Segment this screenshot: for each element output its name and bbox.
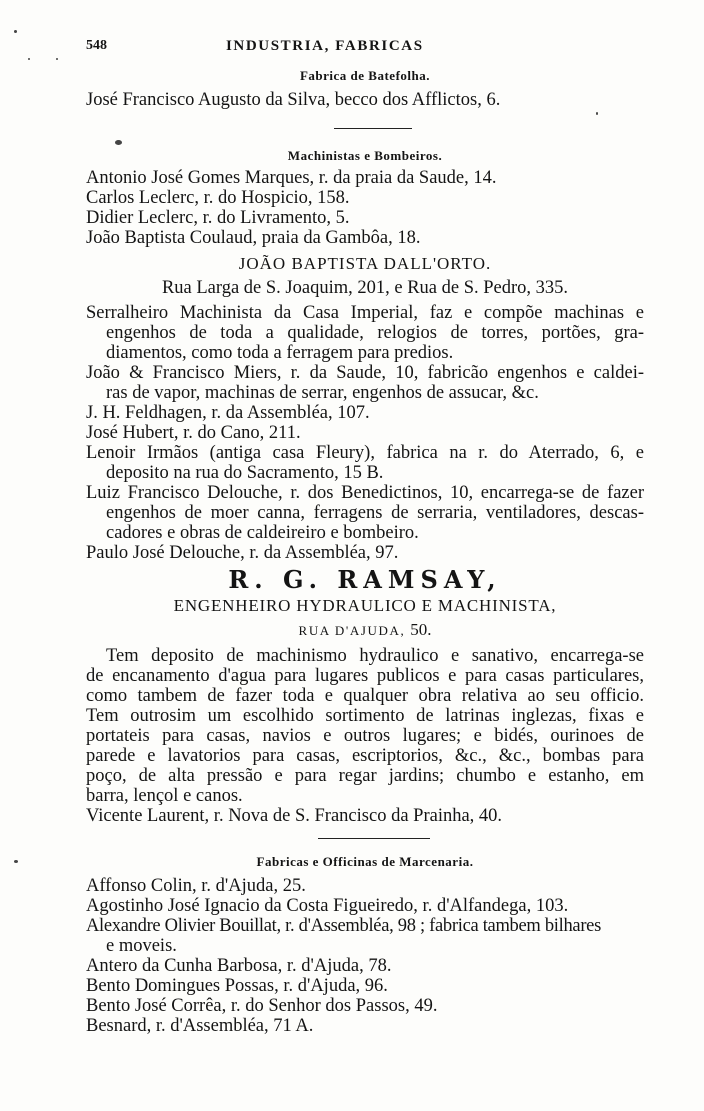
entry-continuation: cadores e obras de caldeireiro e bombeiro. bbox=[106, 523, 419, 543]
ink-speck bbox=[115, 140, 122, 145]
dallorto-address: Rua Larga de S. Joaquim, 201, e Rua de S. Pedro, 335. bbox=[161, 278, 569, 298]
entry-line: Bento Domingues Possas, r. d'Ajuda, 96. bbox=[86, 976, 388, 996]
entry-line: José Francisco Augusto da Silva, becco dos Afflictos, 6. bbox=[86, 90, 501, 110]
section-title-machinistas: Machinistas e Bombeiros. bbox=[287, 148, 443, 163]
paragraph-line: portateis para casas, navios e outros lugares; e bidés, ourinoes de bbox=[86, 726, 644, 746]
entry-continuation: deposito na rua do Sacramento, 15 B. bbox=[106, 463, 384, 483]
ramsay-street bbox=[80, 620, 650, 641]
page-number: 548 bbox=[86, 38, 107, 53]
entry-continuation: engenhos de moer canna, ferragens de serraria, ventiladores, descas- bbox=[106, 503, 644, 523]
entry-continuation: e moveis. bbox=[106, 936, 177, 956]
entry-line: Paulo José Delouche, r. da Assembléa, 97. bbox=[86, 543, 399, 563]
entry-continuation: diamentos, como toda a ferragem para predios. bbox=[106, 343, 454, 363]
paragraph-line: Tem deposito de machinismo hydraulico e sanativo, encarrega-se bbox=[106, 646, 644, 666]
ramsay-street-name: RUA D'AJUDA, bbox=[298, 623, 406, 638]
ink-speck bbox=[14, 860, 18, 863]
section-title-batefolha: Fabrica de Batefolha. bbox=[299, 68, 430, 83]
entry-line: Carlos Leclerc, r. do Hospicio, 158. bbox=[86, 188, 350, 208]
ramsay-profession: ENGENHEIRO HYDRAULICO E MACHINISTA, bbox=[173, 596, 557, 615]
entry-line: J. H. Feldhagen, r. da Assembléa, 107. bbox=[86, 403, 370, 423]
paragraph-line: Tem outrosim um escolhido sortimento de latrinas inglezas, fixas e bbox=[86, 706, 644, 726]
entry-line: Serralheiro Machinista da Casa Imperial, faz e compõe machinas e bbox=[86, 303, 644, 323]
entry-line: Vicente Laurent, r. Nova de S. Francisco da Prainha, 40. bbox=[86, 806, 503, 826]
entry-line: João Baptista Coulaud, praia da Gambôa, 18. bbox=[86, 228, 421, 248]
ramsay-street-number: 50. bbox=[410, 620, 432, 639]
entry-line: Luiz Francisco Delouche, r. dos Benedictinos, 10, encarrega-se de fazer bbox=[86, 483, 644, 503]
entry-line: Lenoir Irmãos (antiga casa Fleury), fabrica na r. do Aterrado, 6, e bbox=[86, 443, 644, 463]
ink-speck bbox=[56, 58, 58, 60]
entry-line: Affonso Colin, r. d'Ajuda, 25. bbox=[86, 876, 306, 896]
entry-line: João & Francisco Miers, r. da Saude, 10, fabricão engenhos e caldei- bbox=[86, 363, 644, 383]
entry-line: Antonio José Gomes Marques, r. da praia da Saude, 14. bbox=[86, 168, 497, 188]
entry-line: José Hubert, r. do Cano, 211. bbox=[86, 423, 301, 443]
entry-line: Didier Leclerc, r. do Livramento, 5. bbox=[86, 208, 350, 228]
ink-speck bbox=[28, 58, 30, 60]
paragraph-line: como tambem de fazer toda e qualquer obra relativa ao seu officio. bbox=[86, 686, 644, 706]
entry-line: Besnard, r. d'Assembléa, 71 A. bbox=[86, 1016, 314, 1036]
ramsay-name: R. G. RAMSAY, bbox=[228, 565, 502, 594]
paragraph-line: de encanamento d'agua para lugares publicos e para casas particulares, bbox=[86, 666, 644, 686]
ink-speck bbox=[14, 30, 17, 33]
entry-continuation: ras de vapor, machinas de serrar, engenhos de assucar, &c. bbox=[106, 383, 539, 403]
entry-continuation: engenhos de toda a qualidade, relogios de torres, portões, gra- bbox=[106, 323, 644, 343]
entry-line: Bento José Corrêa, r. do Senhor dos Passos, 49. bbox=[86, 996, 438, 1016]
entry-line: Agostinho José Ignacio da Costa Figueiredo, r. d'Alfandega, 103. bbox=[86, 896, 569, 916]
section-divider bbox=[334, 128, 412, 129]
running-title: INDUSTRIA, FABRICAS bbox=[226, 38, 424, 54]
entry-line: Alexandre Olivier Bouillat, r. d'Assembléa, 98 ; fabrica tambem bilhares bbox=[86, 916, 601, 936]
paragraph-line: barra, lençol e canos. bbox=[86, 786, 243, 806]
paragraph-line: poço, de alta pressão e para regar jardins; chumbo e estanho, em bbox=[86, 766, 644, 786]
paragraph-line: parede e lavatorios para casas, escriptorios, &c., &c., bombas para bbox=[86, 746, 644, 766]
running-head bbox=[86, 38, 646, 58]
ink-speck bbox=[596, 112, 598, 115]
dallorto-name: JOÃO BAPTISTA DALL'ORTO. bbox=[238, 254, 492, 273]
section-divider bbox=[318, 838, 430, 839]
entry-line: Antero da Cunha Barbosa, r. d'Ajuda, 78. bbox=[86, 956, 392, 976]
section-title-marcenaria: Fabricas e Officinas de Marcenaria. bbox=[256, 854, 474, 869]
